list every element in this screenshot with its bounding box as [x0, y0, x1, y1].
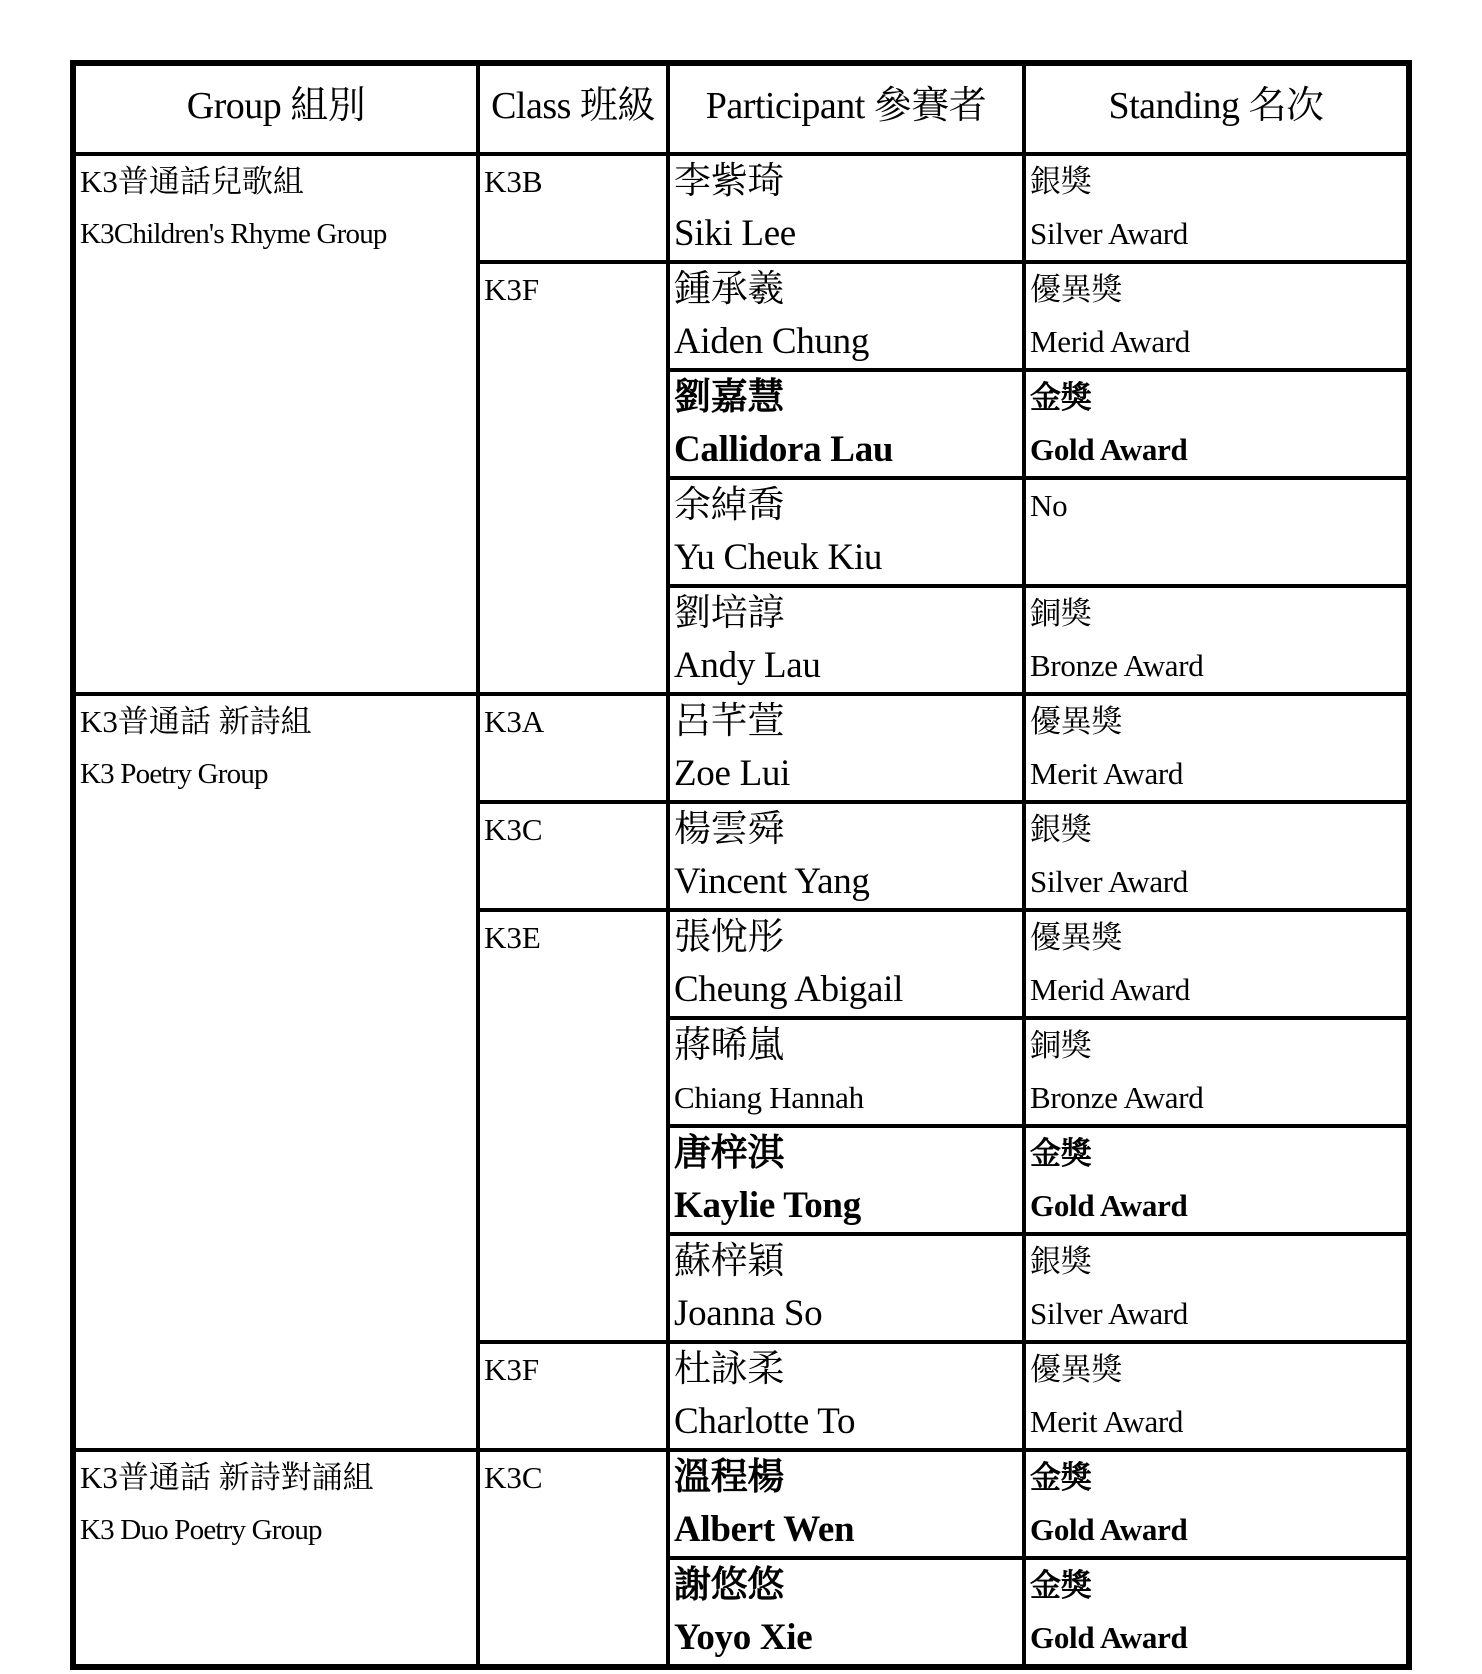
class-label: K3A [484, 704, 545, 739]
class-cell [478, 1450, 668, 1667]
participant-cell [668, 910, 1024, 1018]
award-zh: 金獎 [1030, 1460, 1092, 1495]
participant-name-en: Aiden Chung [674, 321, 870, 362]
participant-cell [668, 1342, 1024, 1450]
standing-cell [1024, 1558, 1409, 1667]
group-cell [73, 694, 478, 1450]
participant-name-en: Yoyo Xie [674, 1617, 813, 1658]
participant-cell [668, 478, 1024, 586]
participant-name-zh: 余綽喬 [674, 485, 785, 526]
participant-name-en: Siki Lee [674, 213, 796, 254]
award-zh: 銅獎 [1030, 596, 1092, 631]
standing-cell [1024, 1018, 1409, 1126]
participant-name-zh: 楊雲舜 [674, 809, 785, 850]
award-en: Gold Award [1030, 1188, 1188, 1223]
class-cell [478, 1342, 668, 1450]
participant-cell [668, 262, 1024, 370]
award-en: Gold Award [1030, 1620, 1188, 1655]
award-en: Merid Award [1030, 324, 1191, 359]
participant-name-zh: 劉培諄 [674, 593, 785, 634]
award-zh: 優異獎 [1030, 1352, 1123, 1387]
standing-cell [1024, 694, 1409, 802]
standing-cell [1024, 910, 1409, 1018]
group-name-en: K3Children's Rhyme Group [80, 218, 387, 250]
participant-cell [668, 694, 1024, 802]
participant-name-en: Charlotte To [674, 1401, 856, 1442]
table-row [73, 1450, 1409, 1558]
award-en: Silver Award [1030, 1296, 1188, 1331]
class-label: K3E [484, 920, 541, 955]
participant-name-en: Vincent Yang [674, 861, 870, 902]
group-cell [73, 154, 478, 694]
participant-cell [668, 586, 1024, 694]
group-name-en: K3 Poetry Group [80, 758, 268, 790]
participant-name-zh: 蘇梓穎 [674, 1241, 785, 1282]
table-row [73, 694, 1409, 802]
award-zh: 優異獎 [1030, 272, 1123, 307]
header-participant: Participant 參賽者 [668, 63, 1024, 154]
award-zh: 銀獎 [1030, 1244, 1092, 1279]
participant-name-zh: 唐梓淇 [674, 1133, 785, 1174]
standing-cell [1024, 1234, 1409, 1342]
participant-name-en: Callidora Lau [674, 429, 894, 470]
standing-cell [1024, 1126, 1409, 1234]
participant-name-zh: 呂芊萱 [674, 701, 785, 742]
standing-cell [1024, 1342, 1409, 1450]
participant-name-zh: 劉嘉慧 [674, 377, 785, 418]
standing-cell [1024, 586, 1409, 694]
group-cell [73, 1450, 478, 1667]
award-zh: 金獎 [1030, 380, 1092, 415]
award-en: Merit Award [1030, 756, 1184, 791]
award-en: Merit Award [1030, 1404, 1184, 1439]
award-en: Gold Award [1030, 432, 1188, 467]
class-label: K3F [484, 1352, 540, 1387]
header-row [73, 63, 1409, 154]
participant-name-zh: 張悅彤 [674, 917, 785, 958]
award-en: Silver Award [1030, 864, 1188, 899]
participant-name-en: Chiang Hannah [674, 1080, 864, 1115]
class-cell [478, 262, 668, 694]
participant-name-en: Yu Cheuk Kiu [674, 537, 883, 578]
participant-name-en: Kaylie Tong [674, 1185, 861, 1226]
standing-cell [1024, 370, 1409, 478]
award-zh: 優異獎 [1030, 920, 1123, 955]
award-zh: No [1030, 488, 1068, 523]
participant-name-zh: 蔣晞嵐 [674, 1025, 785, 1066]
award-en: Silver Award [1030, 216, 1188, 251]
class-label: K3B [484, 164, 543, 199]
standing-cell [1024, 478, 1409, 586]
participant-cell [668, 154, 1024, 262]
award-zh: 銀獎 [1030, 812, 1092, 847]
award-en: Bronze Award [1030, 1080, 1204, 1115]
participant-name-en: Zoe Lui [674, 753, 791, 794]
award-en: Gold Award [1030, 1512, 1188, 1547]
award-zh: 金獎 [1030, 1136, 1092, 1171]
participant-name-zh: 溫程楊 [674, 1457, 785, 1498]
header-standing: Standing 名次 [1024, 63, 1409, 154]
group-name-zh: K3普通話 新詩組 [80, 704, 312, 739]
participant-cell [668, 1234, 1024, 1342]
class-label: K3C [484, 812, 543, 847]
participant-name-zh: 謝悠悠 [674, 1565, 785, 1606]
header-group: Group 組別 [73, 63, 478, 154]
participant-name-en: Andy Lau [674, 645, 821, 686]
results-table [70, 60, 1412, 1670]
participant-name-zh: 李紫琦 [674, 161, 785, 202]
standing-cell [1024, 262, 1409, 370]
participant-name-en: Albert Wen [674, 1509, 855, 1550]
participant-name-zh: 鍾承羲 [674, 269, 785, 310]
standing-cell [1024, 154, 1409, 262]
participant-name-zh: 杜詠柔 [674, 1349, 785, 1390]
header-class: Class 班級 [478, 63, 668, 154]
participant-cell [668, 370, 1024, 478]
standing-cell [1024, 802, 1409, 910]
participant-name-en: Cheung Abigail [674, 969, 904, 1010]
class-cell [478, 694, 668, 802]
participant-name-en: Joanna So [674, 1293, 823, 1334]
award-en: Merid Award [1030, 972, 1191, 1007]
table-row [73, 154, 1409, 262]
standing-cell [1024, 1450, 1409, 1558]
class-label: K3F [484, 272, 540, 307]
award-zh: 金獎 [1030, 1568, 1092, 1603]
group-name-zh: K3普通話 新詩對誦組 [80, 1460, 374, 1495]
class-label: K3C [484, 1460, 543, 1495]
class-cell [478, 802, 668, 910]
class-cell [478, 910, 668, 1342]
participant-cell [668, 1558, 1024, 1667]
participant-cell [668, 1450, 1024, 1558]
participant-cell [668, 802, 1024, 910]
participant-cell [668, 1126, 1024, 1234]
award-zh: 銅獎 [1030, 1028, 1092, 1063]
group-name-zh: K3普通話兒歌組 [80, 164, 304, 199]
award-zh: 優異獎 [1030, 704, 1123, 739]
participant-cell [668, 1018, 1024, 1126]
award-zh: 銀獎 [1030, 164, 1092, 199]
class-cell [478, 154, 668, 262]
group-name-en: K3 Duo Poetry Group [80, 1514, 322, 1546]
award-en: Bronze Award [1030, 648, 1204, 683]
